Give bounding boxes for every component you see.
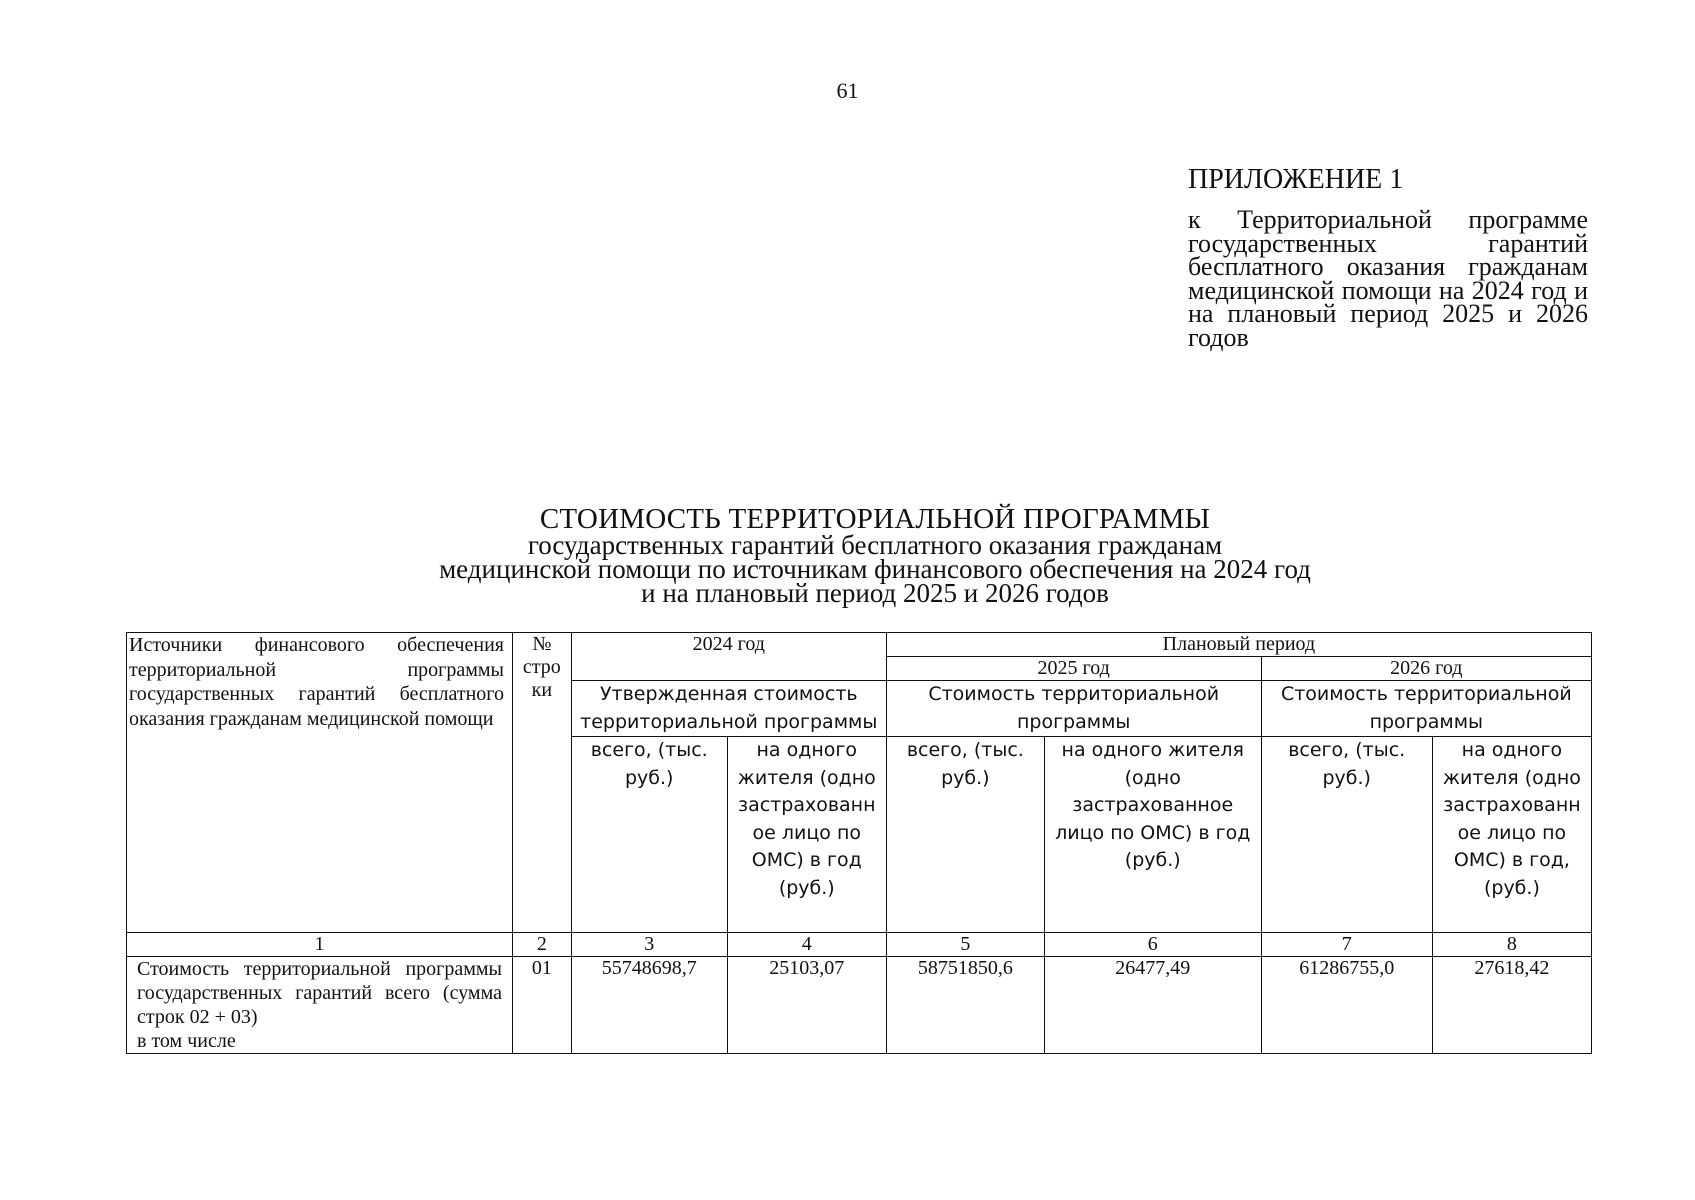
header-total-2026: всего, (тыс. руб.): [1261, 737, 1432, 933]
header-planning-period: Плановый период: [886, 633, 1591, 657]
title-line-4: и на плановый период 2025 и 2026 годов: [641, 578, 1109, 608]
table-row: [127, 957, 1592, 1054]
header-year-2024: 2024 год: [571, 633, 886, 681]
header-cost-2025: Стоимость территориальной программы: [886, 681, 1261, 737]
header-source: Источники финансового обеспечения территориальной программы государственных гарантий бесплатного оказания гражданам медицинской помощи: [127, 633, 513, 933]
header-row-number: № стро ки: [512, 633, 571, 933]
title-line-3: медицинской помощи по источникам финансового обеспечения на 2024 год: [439, 554, 1311, 584]
row-label: [127, 957, 513, 1054]
column-number: 6: [1044, 933, 1261, 957]
cell-total-2024: 55748698,7: [571, 957, 727, 1054]
header-row-1: [127, 633, 1592, 657]
column-number: 2: [512, 933, 571, 957]
header-per-capita-2024: на одного жителя (одно застрахованн ое лицо по ОМС) в год (руб.): [727, 737, 886, 933]
row-label-suffix: в том числе: [137, 1030, 236, 1052]
header-per-capita-2025: на одного жителя (одно застрахованное лицо по ОМС) в год (руб.): [1044, 737, 1261, 933]
title-line-2: государственных гарантий бесплатного оказания гражданам: [527, 530, 1223, 560]
document-title: [0, 503, 1695, 608]
cell-total-2025: 58751850,6: [886, 957, 1044, 1054]
header-year-2025: 2025 год: [886, 657, 1261, 681]
column-number: 5: [886, 933, 1044, 957]
column-number: 4: [727, 933, 886, 957]
header-cost-2026: Стоимость территориальной программы: [1261, 681, 1591, 737]
column-number: 7: [1261, 933, 1432, 957]
page-number: 61: [836, 78, 859, 103]
cost-table: [126, 632, 1592, 1054]
appendix-text: к Территориальной программе государственных гарантий бесплатного оказания гражданам медицинской помощи на 2024 год и на плановый период 2025 и 2026 годов: [1188, 205, 1588, 352]
row-label-text: Стоимость территориальной программы государственных гарантий всего (сумма строк 02 + 03): [137, 958, 502, 1028]
cell-per-capita-2026: 27618,42: [1432, 957, 1591, 1054]
header-year-2026: 2026 год: [1261, 657, 1591, 681]
header-per-capita-2026: на одного жителя (одно застрахованн ое лицо по ОМС) в год, (руб.): [1432, 737, 1591, 933]
column-number: 3: [571, 933, 727, 957]
header-approved-cost: Утвержденная стоимость территориальной программы: [571, 681, 886, 737]
header-total-2024: всего, (тыс. руб.): [571, 737, 727, 933]
column-number-row: [127, 933, 1592, 957]
appendix-block: [1188, 164, 1588, 352]
cell-total-2026: 61286755,0: [1261, 957, 1432, 1054]
appendix-title: ПРИЛОЖЕНИЕ 1: [1188, 164, 1404, 195]
title-line-1: СТОИМОСТЬ ТЕРРИТОРИАЛЬНОЙ ПРОГРАММЫ: [539, 503, 1211, 535]
column-number: 8: [1432, 933, 1591, 957]
header-total-2025: всего, (тыс. руб.): [886, 737, 1044, 933]
column-number: 1: [127, 933, 513, 957]
cell-per-capita-2024: 25103,07: [727, 957, 886, 1054]
row-number: 01: [512, 957, 571, 1054]
cell-per-capita-2025: 26477,49: [1044, 957, 1261, 1054]
